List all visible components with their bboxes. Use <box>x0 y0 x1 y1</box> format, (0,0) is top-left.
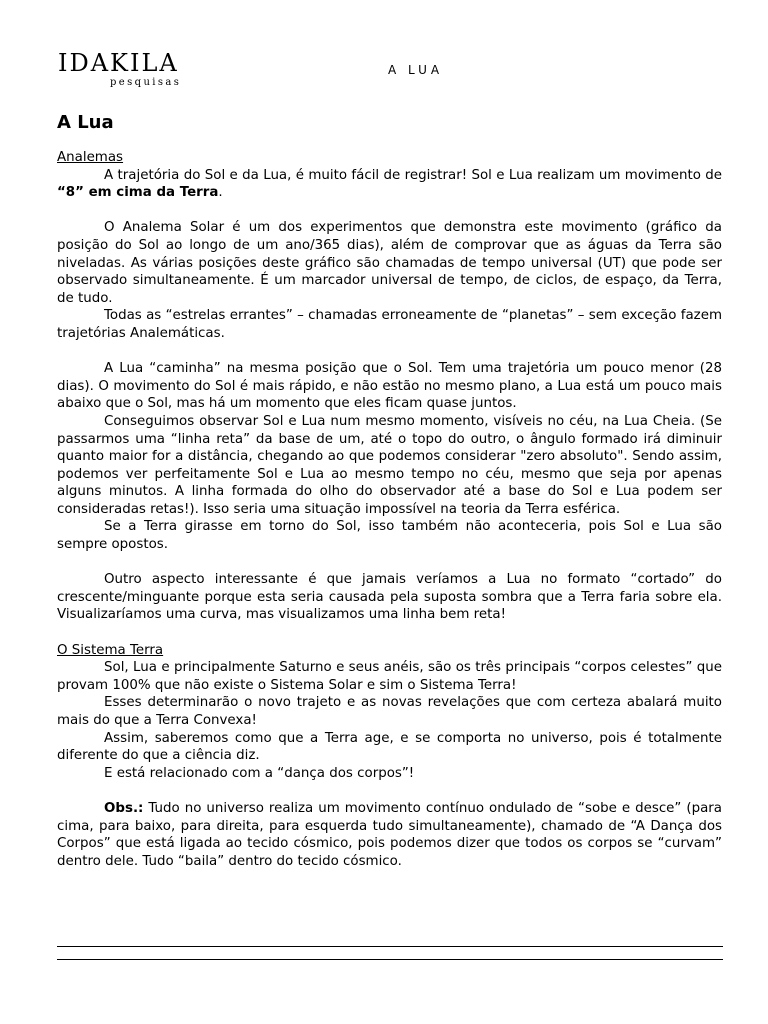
header-title: A LUA <box>388 63 444 77</box>
paragraph: Todas as “estrelas errantes” – chamadas erroneamente de “planetas” – sem exceção fazem trajetórias Analemáticas. <box>57 308 722 341</box>
paragraph: O Analema Solar é um dos experimentos que demonstra este movimento (gráfico da posição do Sol ao longo de um ano/365 dias), além de comprovar que as águas da Terra são niveladas. As várias posições deste gráfico são chamadas de tempo universal (UT) que pode ser observado simultaneamente. É um marcador universal de tempo, de ciclos, de espaço, da Terra, de tudo. <box>57 220 722 306</box>
paragraph: Sol, Lua e principalmente Saturno e seus anéis, são os três principais “corpos celestes” que provam 100% que não existe o Sistema Solar e sim o Sistema Terra! <box>57 660 722 693</box>
document-title: A Lua <box>57 112 114 133</box>
paragraph-bold: “8” em cima da Terra <box>57 185 219 201</box>
footer-rule-top <box>57 946 723 947</box>
section-heading-analemas: Analemas <box>57 150 124 165</box>
document-body <box>57 111 722 870</box>
obs-text: Tudo no universo realiza um movimento contínuo ondulado de “sobe e desce” (para cima, para baixo, para direita, para esquerda tudo simultaneamente), chamado de “A Dança dos Corpos” que está ligada ao tecido cósmico, pois podemos dizer que todos os corpos se “curvam” dentro dele. Tudo “baila” dentro do tecido cósmico. <box>57 800 722 869</box>
paragraph-text: A trajetória do Sol e da Lua, é muito fácil de registrar! Sol e Lua realizam um movimento de <box>104 167 722 183</box>
paragraph: Esses determinarão o novo trajeto e as novas revelações que com certeza abalará muito mais do que a Terra Convexa! <box>57 695 722 728</box>
paragraph-end: . <box>218 185 223 201</box>
paragraph: Conseguimos observar Sol e Lua num mesmo momento, visíveis no céu, na Lua Cheia. (Se passarmos uma “linha reta” da base de um, até o topo do outro, o ângulo formado irá diminuir quanto maior for a distância, chegando ao que podemos considerar "zero absoluto". Sendo assim, podemos ver perfeitamente Sol e Lua ao mesmo tempo no céu, mesmo que seja por apenas alguns minutos. A linha formada do olho do observador até a base do Sol e Lua podem ser consideradas retas!). Isso seria uma situação impossível na teoria da Terra esférica. <box>57 413 722 517</box>
obs-label: Obs.: <box>104 800 144 816</box>
logo-main: IDAKILA <box>58 49 179 77</box>
paragraph: A Lua “caminha” na mesma posição que o Sol. Tem uma trajetória um pouco menor (28 dias). O movimento do Sol é mais rápido, e não estão no mesmo plano, a Lua está um pouco mais abaixo que o Sol, mas há um momento que eles ficam quase juntos. <box>57 361 722 412</box>
paragraph: E está relacionado com a “dança dos corpos”! <box>104 765 415 781</box>
obs-paragraph <box>57 800 722 870</box>
logo-sub: pesquisas <box>110 77 182 88</box>
paragraph: Se a Terra girasse em torno do Sol, isso também não aconteceria, pois Sol e Lua são sempre opostos. <box>57 519 722 553</box>
section-heading-sistema-terra: O Sistema Terra <box>57 642 164 658</box>
paragraph <box>57 167 722 202</box>
paragraph: Outro aspecto interessante é que jamais veríamos a Lua no formato “cortado” do crescente/minguante porque esta seria causada pela suposta sombra que a Terra faria sobre ela. Visualizaríamos uma curva, mas visualizamos uma linha bem reta! <box>57 572 722 623</box>
logo <box>58 49 182 92</box>
footer-rule-bottom <box>57 959 723 960</box>
paragraph: Assim, saberemos como que a Terra age, e se comporta no universo, pois é totalmente diferente do que a ciência diz. <box>57 730 722 764</box>
